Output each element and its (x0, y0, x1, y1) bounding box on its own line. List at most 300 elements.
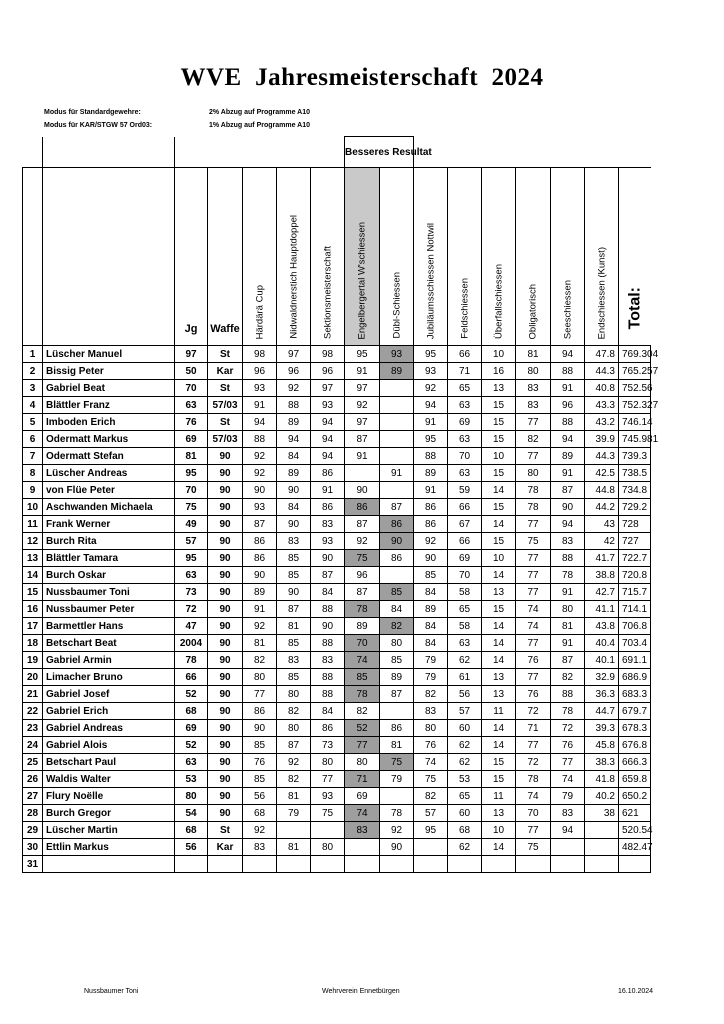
mode-value-kar: 1% Abzug auf Programme A10 (209, 122, 311, 129)
score-cell: 79 (277, 805, 311, 822)
program-header-label: Endschiessen (Kunst) (596, 246, 607, 339)
program-header-label: Engelbergertal W'schiessen (356, 221, 368, 339)
jg-cell (175, 856, 208, 873)
score-cell (380, 567, 414, 584)
name-cell (43, 856, 175, 873)
score-cell: 15 (482, 771, 516, 788)
score-cell: 89 (414, 465, 448, 482)
score-cell: 83 (277, 533, 311, 550)
jg-cell: 73 (175, 584, 208, 601)
table-row (23, 703, 711, 720)
waffe-cell (208, 856, 243, 873)
score-cell: 38.3 (585, 754, 619, 771)
score-cell: 82 (243, 652, 277, 669)
score-cell: 81 (277, 839, 311, 856)
name-cell: Imboden Erich (43, 414, 175, 431)
score-cell (345, 856, 380, 873)
rank-cell: 13 (23, 550, 43, 567)
score-cell: 83 (414, 703, 448, 720)
results-body (23, 346, 711, 873)
name-cell: Waldis Walter (43, 771, 175, 788)
score-cell: 92 (380, 822, 414, 839)
score-cell: 69 (448, 550, 482, 567)
score-cell: 85 (277, 567, 311, 584)
score-cell: 69 (345, 788, 380, 805)
score-cell: 90 (277, 516, 311, 533)
name-cell: Gabriel Josef (43, 686, 175, 703)
score-cell: 66 (448, 499, 482, 516)
score-cell: 94 (311, 448, 345, 465)
score-cell: 57 (414, 805, 448, 822)
score-cell: 92 (345, 533, 380, 550)
score-cell: 87 (311, 567, 345, 584)
table-row (23, 431, 711, 448)
jg-cell: 49 (175, 516, 208, 533)
program-header (551, 168, 585, 346)
score-cell (414, 839, 448, 856)
name-cell: von Flüe Peter (43, 482, 175, 499)
score-cell (380, 380, 414, 397)
score-cell: 85 (243, 737, 277, 754)
score-cell: 14 (482, 482, 516, 499)
score-cell: 82 (277, 771, 311, 788)
page-title: WVE Jahresmeisterschaft 2024 (180, 64, 544, 91)
name-cell: Gabriel Andreas (43, 720, 175, 737)
total-cell: 752.327 (619, 397, 651, 414)
name-cell: Odermatt Markus (43, 431, 175, 448)
score-cell: 88 (414, 448, 448, 465)
score-cell: 56 (243, 788, 277, 805)
total-cell: 720.8 (619, 567, 651, 584)
score-cell: 43 (585, 516, 619, 533)
waffe-cell: 90 (208, 686, 243, 703)
jg-cell: 52 (175, 686, 208, 703)
jg-cell: 53 (175, 771, 208, 788)
rank-cell: 14 (23, 567, 43, 584)
total-cell: 727 (619, 533, 651, 550)
score-cell: 15 (482, 533, 516, 550)
name-cell: Nussbaumer Toni (43, 584, 175, 601)
total-cell (619, 856, 651, 873)
rank-cell: 3 (23, 380, 43, 397)
score-cell: 82 (380, 618, 414, 635)
rank-cell: 19 (23, 652, 43, 669)
name-cell: Ettlin Markus (43, 839, 175, 856)
table-row (23, 448, 711, 465)
score-cell: 71 (345, 771, 380, 788)
score-cell: 38 (585, 805, 619, 822)
score-cell (380, 414, 414, 431)
score-cell: 86 (414, 499, 448, 516)
score-cell: 97 (277, 346, 311, 363)
score-cell: 83 (311, 652, 345, 669)
score-cell: 92 (243, 822, 277, 839)
score-cell: 91 (551, 635, 585, 652)
name-cell: Betschart Paul (43, 754, 175, 771)
waffe-cell: 90 (208, 601, 243, 618)
score-cell: 80 (414, 720, 448, 737)
score-cell: 59 (448, 482, 482, 499)
jg-cell: 70 (175, 482, 208, 499)
score-cell: 85 (277, 635, 311, 652)
score-cell: 65 (448, 601, 482, 618)
table-row (23, 839, 711, 856)
table-row (23, 601, 711, 618)
score-cell: 85 (380, 652, 414, 669)
score-cell: 91 (380, 465, 414, 482)
waffe-cell: St (208, 346, 243, 363)
score-cell: 91 (345, 448, 380, 465)
score-cell: 91 (551, 380, 585, 397)
program-header-label: Härdärä Cup (254, 284, 265, 339)
score-cell: 94 (551, 346, 585, 363)
score-cell (380, 788, 414, 805)
table-row (23, 380, 711, 397)
score-cell: 63 (448, 465, 482, 482)
score-cell: 82 (414, 788, 448, 805)
score-cell: 88 (551, 414, 585, 431)
score-cell: 92 (414, 533, 448, 550)
score-cell: 91 (414, 414, 448, 431)
waffe-header-label: Waffe (210, 323, 240, 335)
score-cell: 10 (482, 550, 516, 567)
footer-date: 16.10.2024 (618, 988, 654, 995)
jg-cell: 97 (175, 346, 208, 363)
program-header-label: Überfallschiessen (493, 264, 504, 339)
waffe-cell: St (208, 822, 243, 839)
score-cell: 78 (551, 567, 585, 584)
total-cell: 722.7 (619, 550, 651, 567)
total-cell: 678.3 (619, 720, 651, 737)
score-cell: 84 (277, 499, 311, 516)
score-cell: 80 (277, 686, 311, 703)
score-cell: 86 (380, 550, 414, 567)
table-row (23, 805, 711, 822)
score-cell: 86 (380, 516, 414, 533)
score-cell: 92 (243, 448, 277, 465)
score-cell: 44.8 (585, 482, 619, 499)
table-row (23, 635, 711, 652)
score-cell: 40.8 (585, 380, 619, 397)
score-cell: 75 (414, 771, 448, 788)
jg-cell: 47 (175, 618, 208, 635)
name-cell: Blättler Franz (43, 397, 175, 414)
score-cell (311, 822, 345, 839)
table-row (23, 584, 711, 601)
score-cell (585, 822, 619, 839)
waffe-cell: 90 (208, 635, 243, 652)
score-cell: 69 (448, 414, 482, 431)
score-cell: 14 (482, 737, 516, 754)
waffe-cell: 90 (208, 550, 243, 567)
score-cell: 94 (243, 414, 277, 431)
score-cell: 83 (311, 516, 345, 533)
score-cell: 66 (448, 533, 482, 550)
jg-cell: 68 (175, 822, 208, 839)
score-cell: 78 (516, 499, 551, 516)
score-cell: 90 (414, 550, 448, 567)
table-row (23, 669, 711, 686)
score-cell: 84 (414, 584, 448, 601)
score-cell: 81 (243, 635, 277, 652)
score-cell: 87 (345, 584, 380, 601)
waffe-cell: 90 (208, 618, 243, 635)
score-cell: 70 (448, 567, 482, 584)
program-header (516, 168, 551, 346)
score-cell: 32.9 (585, 669, 619, 686)
jg-cell: 56 (175, 839, 208, 856)
rank-cell: 12 (23, 533, 43, 550)
score-cell (345, 839, 380, 856)
rank-cell: 10 (23, 499, 43, 516)
score-cell: 10 (482, 448, 516, 465)
score-cell: 91 (551, 465, 585, 482)
score-cell: 13 (482, 669, 516, 686)
table-row (23, 346, 711, 363)
program-header (345, 168, 380, 346)
total-cell: 650.2 (619, 788, 651, 805)
rank-cell: 4 (23, 397, 43, 414)
jg-cell: 95 (175, 550, 208, 567)
score-cell: 15 (482, 465, 516, 482)
rank-cell: 26 (23, 771, 43, 788)
score-cell: 13 (482, 380, 516, 397)
total-cell: 666.3 (619, 754, 651, 771)
score-cell: 87 (277, 601, 311, 618)
score-cell: 86 (243, 533, 277, 550)
jg-cell: 63 (175, 397, 208, 414)
score-cell: 74 (516, 618, 551, 635)
program-header (277, 168, 311, 346)
score-cell: 83 (516, 380, 551, 397)
score-cell: 71 (448, 363, 482, 380)
score-cell (311, 856, 345, 873)
waffe-cell: 90 (208, 669, 243, 686)
score-cell: 74 (345, 652, 380, 669)
waffe-cell: 90 (208, 805, 243, 822)
mode-label-kar: Modus für KAR/STGW 57 Ord03: (44, 122, 153, 129)
jg-cell: 95 (175, 465, 208, 482)
waffe-cell: Kar (208, 839, 243, 856)
score-cell (585, 839, 619, 856)
score-cell: 86 (345, 499, 380, 516)
score-cell: 38.8 (585, 567, 619, 584)
rank-cell: 30 (23, 839, 43, 856)
score-cell: 14 (482, 652, 516, 669)
total-cell: 659.8 (619, 771, 651, 788)
score-cell: 15 (482, 397, 516, 414)
score-cell: 93 (243, 499, 277, 516)
waffe-cell: 90 (208, 771, 243, 788)
score-cell: 91 (345, 363, 380, 380)
score-cell: 15 (482, 414, 516, 431)
score-cell: 62 (448, 839, 482, 856)
jg-cell: 54 (175, 805, 208, 822)
score-cell: 90 (551, 499, 585, 516)
score-cell: 90 (380, 839, 414, 856)
score-cell: 91 (243, 397, 277, 414)
score-cell: 86 (311, 465, 345, 482)
rank-cell: 21 (23, 686, 43, 703)
program-header (482, 168, 516, 346)
jg-cell: 75 (175, 499, 208, 516)
program-header-label: Dübl-Schiessen (391, 272, 402, 339)
score-cell: 42 (585, 533, 619, 550)
score-cell: 41.1 (585, 601, 619, 618)
table-row (23, 550, 711, 567)
score-cell: 80 (243, 669, 277, 686)
rank-cell: 11 (23, 516, 43, 533)
score-cell: 85 (345, 669, 380, 686)
score-cell: 94 (277, 431, 311, 448)
jg-cell: 52 (175, 737, 208, 754)
score-cell: 14 (482, 567, 516, 584)
score-cell: 84 (414, 618, 448, 635)
results-table (22, 136, 711, 873)
score-cell: 90 (311, 550, 345, 567)
score-cell: 87 (243, 516, 277, 533)
score-cell: 90 (311, 618, 345, 635)
score-cell: 75 (516, 839, 551, 856)
total-cell: 734.8 (619, 482, 651, 499)
score-cell: 88 (551, 550, 585, 567)
score-cell: 36.3 (585, 686, 619, 703)
jg-cell: 63 (175, 567, 208, 584)
score-cell (380, 856, 414, 873)
score-cell: 97 (311, 380, 345, 397)
score-cell: 74 (551, 771, 585, 788)
score-cell: 89 (345, 618, 380, 635)
table-row (23, 652, 711, 669)
score-cell: 78 (516, 482, 551, 499)
name-header (43, 168, 175, 346)
score-cell: 88 (311, 601, 345, 618)
score-cell: 85 (277, 550, 311, 567)
score-cell (414, 856, 448, 873)
score-cell: 90 (243, 482, 277, 499)
score-cell: 84 (414, 635, 448, 652)
total-cell: 706.8 (619, 618, 651, 635)
jg-cell: 69 (175, 720, 208, 737)
score-cell: 90 (243, 720, 277, 737)
score-cell: 72 (516, 703, 551, 720)
jg-cell: 66 (175, 669, 208, 686)
score-cell: 84 (277, 448, 311, 465)
score-cell: 81 (516, 346, 551, 363)
score-cell (380, 448, 414, 465)
rank-cell: 16 (23, 601, 43, 618)
jg-cell: 81 (175, 448, 208, 465)
program-header-label: Sektionsmeisterschaft (322, 246, 333, 339)
name-cell: Gabriel Alois (43, 737, 175, 754)
score-cell: 44.7 (585, 703, 619, 720)
total-cell: 715.7 (619, 584, 651, 601)
score-cell: 67 (448, 516, 482, 533)
table-row (23, 482, 711, 499)
jg-cell: 68 (175, 703, 208, 720)
waffe-cell: 90 (208, 754, 243, 771)
score-cell: 86 (414, 516, 448, 533)
score-cell: 77 (516, 550, 551, 567)
rank-cell: 28 (23, 805, 43, 822)
score-cell: 77 (551, 754, 585, 771)
score-cell: 81 (277, 788, 311, 805)
program-header (448, 168, 482, 346)
rank-cell: 9 (23, 482, 43, 499)
score-cell: 14 (482, 635, 516, 652)
score-cell: 75 (311, 805, 345, 822)
name-cell: Gabriel Armin (43, 652, 175, 669)
score-cell: 84 (311, 584, 345, 601)
score-cell: 87 (380, 499, 414, 516)
name-cell: Burch Rita (43, 533, 175, 550)
score-cell: 93 (311, 788, 345, 805)
rank-cell: 6 (23, 431, 43, 448)
score-cell: 78 (345, 686, 380, 703)
program-header-label: Feldschiessen (459, 278, 470, 339)
score-cell (277, 822, 311, 839)
score-cell: 41.7 (585, 550, 619, 567)
program-header (380, 168, 414, 346)
score-cell: 80 (311, 754, 345, 771)
score-cell: 81 (277, 618, 311, 635)
score-cell (277, 856, 311, 873)
total-cell: 691.1 (619, 652, 651, 669)
score-cell (380, 397, 414, 414)
total-cell: 679.7 (619, 703, 651, 720)
table-row (23, 465, 711, 482)
score-cell: 63 (448, 431, 482, 448)
total-cell: 739.3 (619, 448, 651, 465)
jg-cell: 69 (175, 431, 208, 448)
table-row (23, 516, 711, 533)
name-cell: Aschwanden Michaela (43, 499, 175, 516)
score-cell: 43.8 (585, 618, 619, 635)
score-cell: 11 (482, 703, 516, 720)
rank-cell: 25 (23, 754, 43, 771)
score-cell: 62 (448, 737, 482, 754)
score-cell (448, 856, 482, 873)
total-cell: 621 (619, 805, 651, 822)
program-header-label: Nidwaldnerstich Hauptdoppel (288, 215, 299, 339)
score-cell: 87 (551, 482, 585, 499)
score-cell (380, 482, 414, 499)
score-cell: 94 (551, 516, 585, 533)
waffe-cell: 90 (208, 652, 243, 669)
score-cell: 91 (414, 482, 448, 499)
score-cell: 13 (482, 584, 516, 601)
score-cell: 85 (277, 669, 311, 686)
rank-cell: 17 (23, 618, 43, 635)
waffe-cell: 90 (208, 533, 243, 550)
score-cell: 98 (243, 346, 277, 363)
jg-cell: 72 (175, 601, 208, 618)
score-cell: 80 (380, 635, 414, 652)
rank-cell: 29 (23, 822, 43, 839)
table-row (23, 754, 711, 771)
rank-cell: 22 (23, 703, 43, 720)
score-cell: 75 (380, 754, 414, 771)
score-cell: 96 (277, 363, 311, 380)
score-cell: 90 (277, 482, 311, 499)
score-cell: 86 (311, 720, 345, 737)
name-cell: Barmettler Hans (43, 618, 175, 635)
score-cell: 63 (448, 397, 482, 414)
score-cell: 82 (551, 669, 585, 686)
score-cell: 40.4 (585, 635, 619, 652)
score-cell: 82 (516, 431, 551, 448)
score-cell: 66 (448, 346, 482, 363)
